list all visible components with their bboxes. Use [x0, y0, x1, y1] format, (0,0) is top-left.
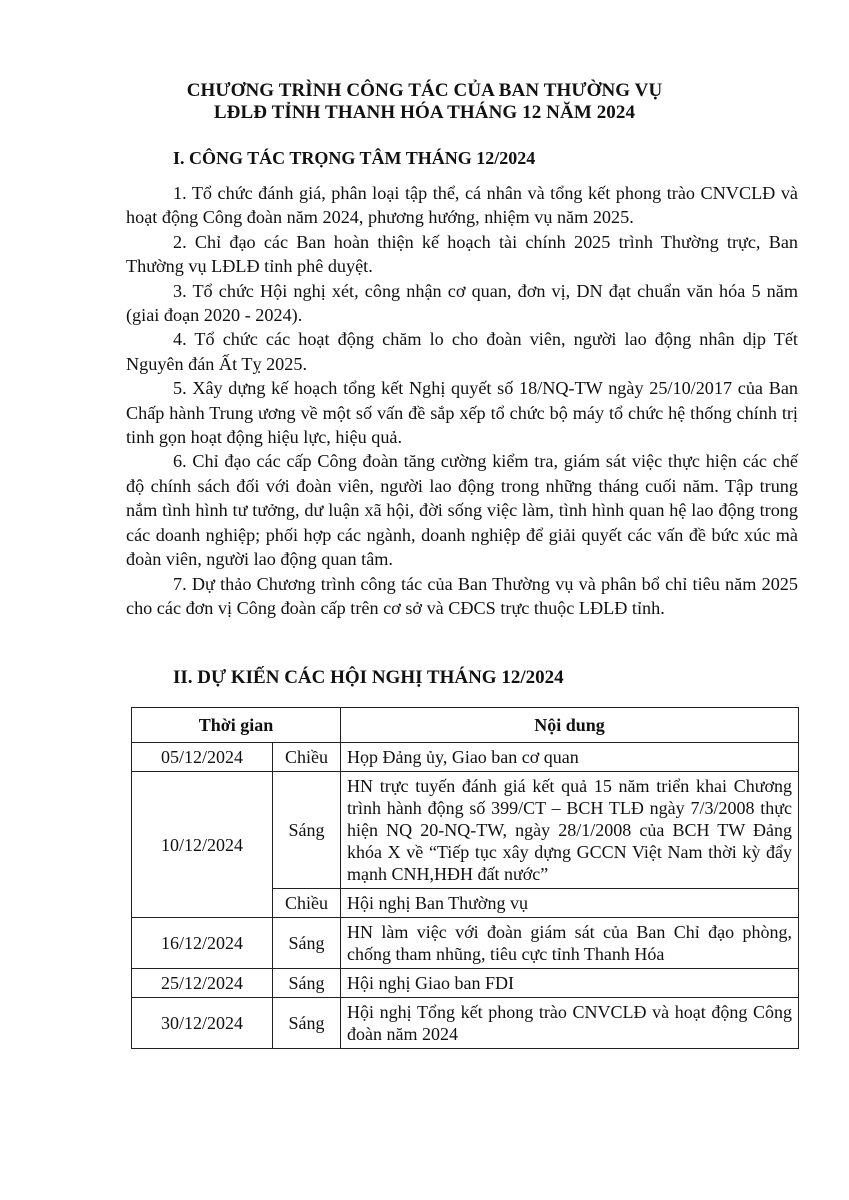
row-content: Họp Đảng ủy, Giao ban cơ quan	[341, 743, 799, 772]
row-session: Sáng	[273, 969, 341, 998]
row-date: 05/12/2024	[132, 743, 273, 772]
row-session: Sáng	[273, 772, 341, 889]
row-content: Hội nghị Tổng kết phong trào CNVCLĐ và hoạt động Công đoàn năm 2024	[341, 998, 799, 1049]
document-title-line-1: CHƯƠNG TRÌNH CÔNG TÁC CỦA BAN THƯỜNG VỤ	[186, 80, 663, 101]
row-content: Hội nghị Ban Thường vụ	[341, 889, 799, 918]
row-content: Hội nghị Giao ban FDI	[341, 969, 799, 998]
row-date: 10/12/2024	[132, 772, 273, 918]
table-row	[132, 743, 799, 772]
table-row	[132, 969, 799, 998]
row-session: Sáng	[273, 918, 341, 969]
section-1-body	[126, 181, 798, 620]
row-session: Chiều	[273, 889, 341, 918]
header-content: Nội dung	[341, 708, 799, 743]
task-item-3: 3. Tổ chức Hội nghị xét, công nhận cơ quan, đơn vị, DN đạt chuẩn văn hóa 5 năm (giai đoạn 2020 - 2024).	[126, 280, 798, 326]
document-title-line-2: LĐLĐ TỈNH THANH HÓA THÁNG 12 NĂM 2024	[213, 102, 636, 123]
table-row	[132, 918, 799, 969]
section-1-heading: I. CÔNG TÁC TRỌNG TÂM THÁNG 12/2024	[173, 148, 536, 168]
section-2-heading: II. DỰ KIẾN CÁC HỘI NGHỊ THÁNG 12/2024	[173, 667, 564, 688]
row-date: 25/12/2024	[132, 969, 273, 998]
task-item-4: 4. Tổ chức các hoạt động chăm lo cho đoàn viên, người lao động nhân dịp Tết Nguyên đán Ất Tỵ 2025.	[126, 329, 798, 374]
task-item-6: 6. Chỉ đạo các cấp Công đoàn tăng cường kiểm tra, giám sát việc thực hiện các chế độ chính sách đối với đoàn viên, người lao động trong những tháng cuối năm. Tập trung nắm tình hình tư tưởng, dư luận xã hội, đời sống việc làm, tình hình quan hệ lao động trong các doanh nghiệp; phối hợp các ngành, doanh nghiệp để giải quyết các vấn đề bức xúc mà đoàn viên, người lao động quan tâm.	[126, 451, 798, 570]
task-item-7: 7. Dự thảo Chương trình công tác của Ban Thường vụ và phân bổ chỉ tiêu năm 2025 cho các đơn vị Công đoàn cấp trên cơ sở và CĐCS trực thuộc LĐLĐ tỉnh.	[126, 573, 798, 618]
row-date: 16/12/2024	[132, 918, 273, 969]
row-content: HN trực tuyến đánh giá kết quả 15 năm triển khai Chương trình hành động số 399/CT – BCH TLĐ ngày 7/3/2008 thực hiện NQ 20-NQ-TW, ngày 28/1/2008 của BCH TW Đảng khóa X về “Tiếp tục xây dựng GCCN Việt Nam thời kỳ đẩy mạnh CNH,HĐH đất nước”	[341, 772, 799, 889]
task-item-5: 5. Xây dựng kế hoạch tổng kết Nghị quyết số 18/NQ-TW ngày 25/10/2017 của Ban Chấp hành Trung ương về một số vấn đề sắp xếp tổ chức bộ máy tổ chức hệ thống chính trị tinh gọn hoạt động hiệu lực, hiệu quả.	[126, 378, 798, 448]
row-session: Sáng	[273, 998, 341, 1049]
row-content: HN làm việc với đoàn giám sát của Ban Chỉ đạo phòng, chống tham nhũng, tiêu cực tỉnh Thanh Hóa	[341, 918, 799, 969]
table-row	[132, 772, 799, 889]
task-item-1: 1. Tổ chức đánh giá, phân loại tập thể, cá nhân và tổng kết phong trào CNVCLĐ và hoạt động Công đoàn năm 2024, phương hướng, nhiệm vụ năm 2025.	[126, 183, 798, 228]
meeting-schedule-table	[131, 707, 799, 1049]
header-time: Thời gian	[132, 708, 341, 743]
table-header-row	[132, 708, 799, 743]
row-date: 30/12/2024	[132, 998, 273, 1049]
task-item-2: 2. Chỉ đạo các Ban hoàn thiện kế hoạch tài chính 2025 trình Thường trực, Ban Thường vụ LĐLĐ tỉnh phê duyệt.	[126, 231, 798, 277]
row-session: Chiều	[273, 743, 341, 772]
table-row	[132, 998, 799, 1049]
